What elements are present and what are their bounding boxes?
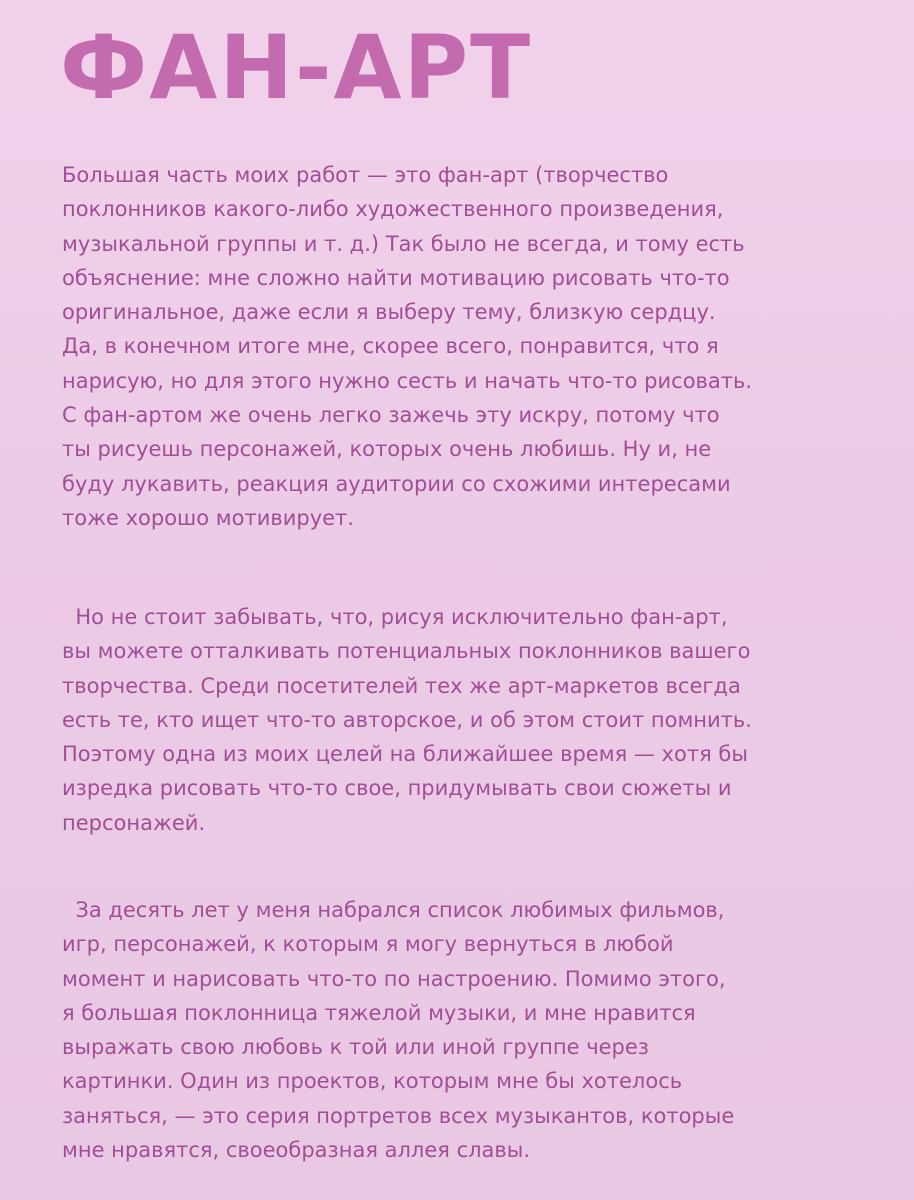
text-line: музыкальной группы и т. д.) Так было не всегда, и тому есть xyxy=(62,231,745,256)
text-line: игр, персонажей, к которым я могу вернуться в любой xyxy=(62,932,674,957)
text-line: мне нравятся, своеобразная аллея славы. xyxy=(62,1138,531,1163)
text-line: буду лукавить, реакция аудитории со схожими интересами xyxy=(62,471,731,496)
text-line: творчества. Среди посетителей тех же арт-маркетов всегда xyxy=(62,673,741,698)
text-line: заняться, — это серия портретов всех музыкантов, которые xyxy=(62,1103,735,1128)
page-title: ФАН-АРТ xyxy=(60,16,533,119)
text-line: вы можете отталкивать потенциальных поклонников вашего xyxy=(62,639,751,664)
text-line: Большая часть моих работ — это фан-арт (творчество xyxy=(62,163,669,187)
text-line: За десять лет у меня набрался список любимых фильмов, xyxy=(62,898,725,922)
text-line: ты рисуешь персонажей, которых очень любишь. Ну и, не xyxy=(62,437,712,462)
text-line: тоже хорошо мотивирует. xyxy=(62,505,354,530)
text-line: персонажей. xyxy=(62,810,206,835)
text-line: объяснение: мне сложно найти мотивацию рисовать что-то xyxy=(62,265,730,290)
text-line: Да, в конечном итоге мне, скорее всего, понравится, что я xyxy=(62,334,719,359)
text-line: оригинальное, даже если я выберу тему, близкую сердцу. xyxy=(62,300,716,325)
text-line: картинки. Один из проектов, которым мне бы хотелось xyxy=(62,1069,683,1094)
paragraph-3 xyxy=(62,893,862,1167)
text-line: поклонников какого-либо художественного произведения, xyxy=(62,197,724,222)
text-line: момент и нарисовать что-то по настроению. Помимо этого, xyxy=(62,966,726,991)
text-line: С фан-артом же очень легко зажечь эту искру, потому что xyxy=(62,403,720,428)
text-line: нарисую, но для этого нужно сесть и начать что-то рисовать. xyxy=(62,368,753,393)
text-line: я большая поклонница тяжелой музыки, и мне нравится xyxy=(62,1000,696,1025)
text-line: есть те, кто ищет что-то авторское, и об этом стоит помнить. xyxy=(62,707,752,732)
paragraph-2 xyxy=(62,600,862,840)
text-line: Поэтому одна из моих целей на ближайшее время — хотя бы xyxy=(62,742,748,767)
text-line: Но не стоит забывать, что, рисуя исключительно фан-арт, xyxy=(62,605,728,629)
text-line: выражать свою любовь к той или иной группе через xyxy=(62,1035,649,1060)
paragraph-1 xyxy=(62,158,862,535)
text-line: изредка рисовать что-то свое, придумывать свои сюжеты и xyxy=(62,776,732,801)
